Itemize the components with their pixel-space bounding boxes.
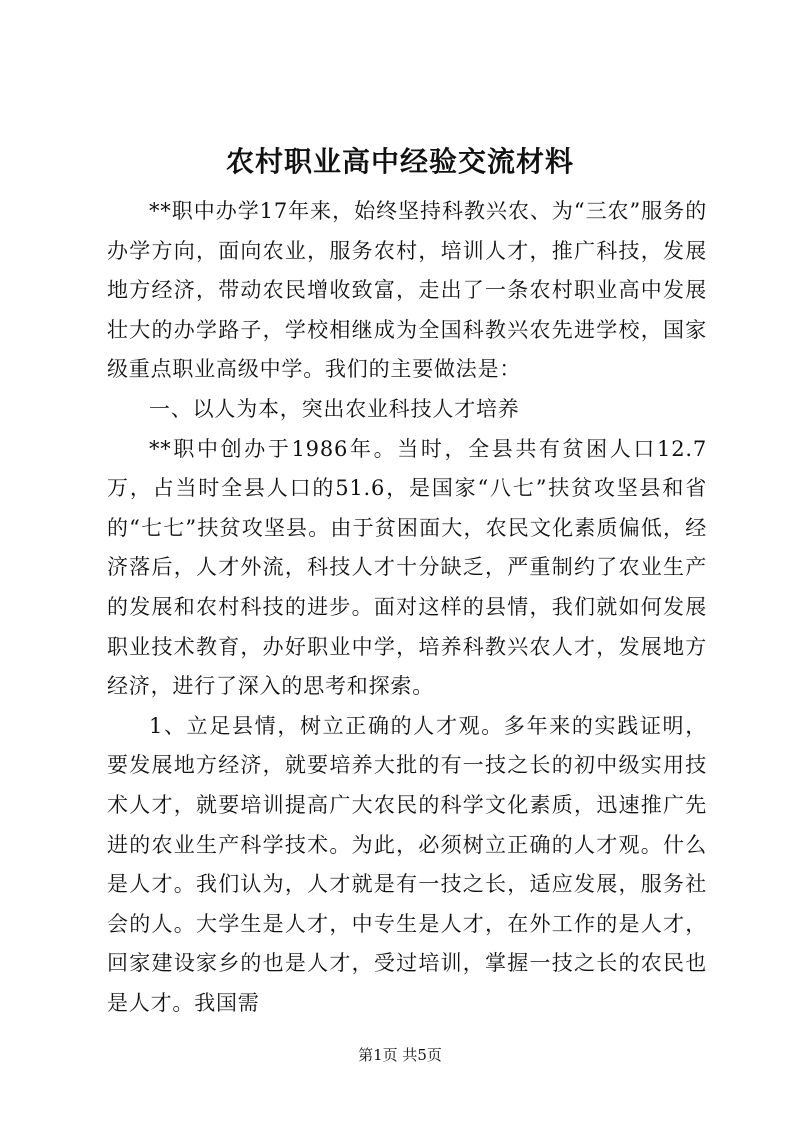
document-body xyxy=(107,192,707,1023)
paragraph-background: **职中创办于1986年。当时，全县共有贫困人口12.7万，占当时全县人口的51.6，是国家“八七”扶贫攻坚县和省的“七七”扶贫攻坚县。由于贫困面大，农民文化素质偏低，经济落后，人才外流，科技人才十分缺乏，严重制约了农业生产的发展和农村科技的进步。面对这样的县情，我们就如何发展职业技术教育，办好职业中学，培养科教兴农人才，发展地方经济，进行了深入的思考和探索。 xyxy=(107,436,707,699)
paragraph-talent-view: 1、立足县情，树立正确的人才观。多年来的实践证明，要发展地方经济，就要培养大批的有一技之长的初中级实用技术人才，就要培训提高广大农民的科学文化素质，迅速推广先进的农业生产科学技术。为此，必须树立正确的人才观。什么是人才。我们认为，人才就是有一技之长，适应发展，服务社会的人。大学生是人才，中专生是人才，在外工作的是人才，回家建设家乡的也是人才，受过培训，掌握一技之长的农民也是人才。我国需 xyxy=(107,713,707,1015)
document-title: 农村职业高中经验交流材料 xyxy=(225,145,574,178)
page-footer: 第1页 共5页 xyxy=(358,1046,442,1064)
section-heading-1: 一、以人为本，突出农业科技人才培养 xyxy=(149,396,520,421)
paragraph-intro: **职中办学17年来，始终坚持科教兴农、为“三农”服务的办学方向，面向农业，服务农村，培训人才，推广科技，发展地方经济，带动农民增收致富，走出了一条农村职业高中发展壮大的办学路子，学校相继成为全国科教兴农先进学校，国家级重点职业高级中学。我们的主要做法是： xyxy=(107,199,707,382)
